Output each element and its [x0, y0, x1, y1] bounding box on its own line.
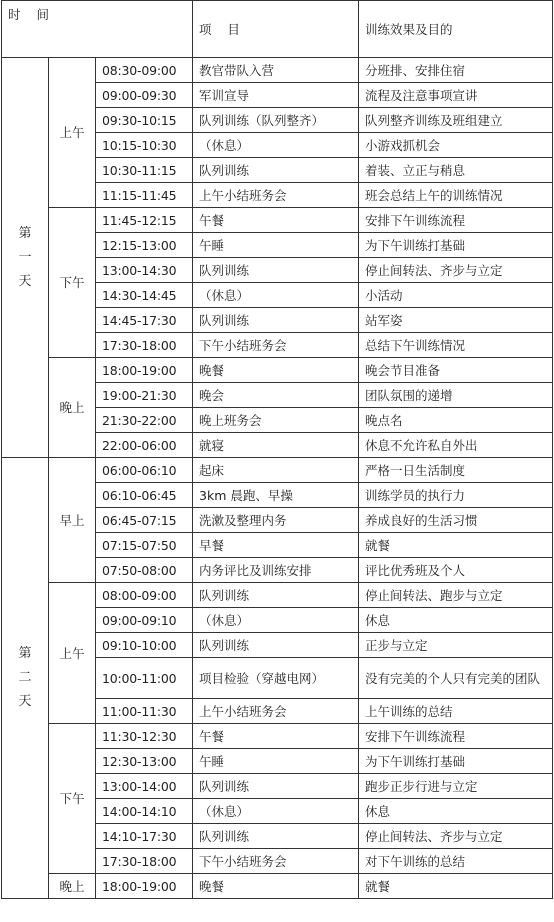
item-cell: 起床 — [193, 458, 359, 483]
item-cell: （休息） — [193, 133, 359, 158]
time-cell: 11:15-11:45 — [96, 183, 193, 208]
time-cell: 12:30-13:00 — [96, 749, 193, 774]
time-cell: 13:00-14:00 — [96, 774, 193, 799]
item-cell: 队列训练（队列整齐） — [193, 108, 359, 133]
effect-cell: 就餐 — [359, 533, 553, 558]
item-cell: 午餐 — [193, 724, 359, 749]
time-cell: 14:00-14:10 — [96, 799, 193, 824]
item-cell: 下午小结班务会 — [193, 333, 359, 358]
table-row — [2, 724, 553, 749]
day-label-char: 第 — [18, 225, 32, 241]
table-row — [2, 58, 553, 83]
item-cell: 就寝 — [193, 433, 359, 458]
header-time-label: 时 间 — [8, 7, 55, 22]
day-label-char: 一 — [18, 249, 32, 265]
item-cell: 午睡 — [193, 749, 359, 774]
time-cell: 10:30-11:15 — [96, 158, 193, 183]
header-time — [2, 1, 193, 58]
effect-cell: 休息 — [359, 608, 553, 633]
schedule-body — [2, 58, 553, 899]
time-cell: 09:00-09:10 — [96, 608, 193, 633]
time-cell: 17:30-18:00 — [96, 333, 193, 358]
item-cell: 早餐 — [193, 533, 359, 558]
effect-cell: 停止间转法、齐步与立定 — [359, 258, 553, 283]
time-cell: 19:00-21:30 — [96, 383, 193, 408]
day-label-char: 天 — [18, 273, 32, 289]
effect-cell: 训练学员的执行力 — [359, 483, 553, 508]
effect-cell: 总结下午训练情况 — [359, 333, 553, 358]
effect-cell: 上午训练的总结 — [359, 699, 553, 724]
header-item-label: 项 目 — [199, 21, 240, 37]
period-label: 晚上 — [49, 358, 96, 458]
item-cell: 午睡 — [193, 233, 359, 258]
effect-cell: 休息不允许私自外出 — [359, 433, 553, 458]
item-cell: 队列训练 — [193, 824, 359, 849]
item-cell: 午餐 — [193, 208, 359, 233]
effect-cell: 班会总结上午的训练情况 — [359, 183, 553, 208]
day-label-char: 第 — [18, 646, 32, 661]
time-cell: 17:30-18:00 — [96, 849, 193, 874]
time-cell: 18:00-19:00 — [96, 874, 193, 899]
table-row — [2, 358, 553, 383]
effect-cell: 休息 — [359, 799, 553, 824]
effect-cell: 评比优秀班及个人 — [359, 558, 553, 583]
item-cell: 晚餐 — [193, 874, 359, 899]
effect-cell: 严格一日生活制度 — [359, 458, 553, 483]
time-cell: 21:30-22:00 — [96, 408, 193, 433]
day-label-char: 二 — [18, 670, 32, 685]
time-cell: 12:15-13:00 — [96, 233, 193, 258]
effect-cell: 为下午训练打基础 — [359, 233, 553, 258]
period-label: 上午 — [49, 583, 96, 724]
time-cell: 08:30-09:00 — [96, 58, 193, 83]
table-row — [2, 874, 553, 899]
time-cell: 10:00-11:00 — [96, 658, 193, 699]
item-cell: 队列训练 — [193, 633, 359, 658]
effect-cell: 分班排、安排住宿 — [359, 58, 553, 83]
period-label: 上午 — [49, 58, 96, 208]
period-label: 下午 — [49, 208, 96, 358]
item-cell: 下午小结班务会 — [193, 849, 359, 874]
item-cell: （休息） — [193, 799, 359, 824]
effect-cell: 跑步正步行进与立定 — [359, 774, 553, 799]
time-cell: 11:30-12:30 — [96, 724, 193, 749]
table-row — [2, 458, 553, 483]
effect-cell: 小游戏抓机会 — [359, 133, 553, 158]
time-cell: 14:10-17:30 — [96, 824, 193, 849]
time-cell: 09:00-09:30 — [96, 83, 193, 108]
time-cell: 18:00-19:00 — [96, 358, 193, 383]
day-label-char: 天 — [18, 694, 32, 709]
time-cell: 07:50-08:00 — [96, 558, 193, 583]
period-label: 下午 — [49, 724, 96, 874]
time-cell: 06:00-06:10 — [96, 458, 193, 483]
item-cell: 3km 晨跑、早操 — [193, 483, 359, 508]
item-cell: 上午小结班务会 — [193, 699, 359, 724]
item-cell: 军训宣导 — [193, 83, 359, 108]
item-cell: 教官带队入营 — [193, 58, 359, 83]
time-cell: 06:45-07:15 — [96, 508, 193, 533]
item-cell: 队列训练 — [193, 258, 359, 283]
day-label — [2, 458, 49, 899]
day-label — [2, 58, 49, 458]
time-cell: 13:00-14:30 — [96, 258, 193, 283]
period-label: 晚上 — [49, 874, 96, 899]
training-schedule-table — [1, 0, 553, 899]
effect-cell: 队列整齐训练及班组建立 — [359, 108, 553, 133]
effect-cell: 停止间转法、跑步与立定 — [359, 583, 553, 608]
effect-cell: 着装、立正与稍息 — [359, 158, 553, 183]
time-cell: 11:45-12:15 — [96, 208, 193, 233]
table-row — [2, 208, 553, 233]
header-row — [2, 1, 553, 58]
item-cell: 晚会 — [193, 383, 359, 408]
item-cell: 晚上班务会 — [193, 408, 359, 433]
item-cell: （休息） — [193, 283, 359, 308]
effect-cell: 养成良好的生活习惯 — [359, 508, 553, 533]
effect-cell: 安排下午训练流程 — [359, 208, 553, 233]
item-cell: 队列训练 — [193, 774, 359, 799]
item-cell: 项目检验（穿越电网） — [193, 658, 359, 699]
effect-cell: 晚会节目准备 — [359, 358, 553, 383]
time-cell: 10:15-10:30 — [96, 133, 193, 158]
item-cell: 队列训练 — [193, 583, 359, 608]
item-cell: 队列训练 — [193, 158, 359, 183]
period-label: 早上 — [49, 458, 96, 583]
time-cell: 22:00-06:00 — [96, 433, 193, 458]
effect-cell: 流程及注意事项宣讲 — [359, 83, 553, 108]
time-cell: 07:15-07:50 — [96, 533, 193, 558]
item-cell: （休息） — [193, 608, 359, 633]
effect-cell: 就餐 — [359, 874, 553, 899]
time-cell: 09:30-10:15 — [96, 108, 193, 133]
time-cell: 14:45-17:30 — [96, 308, 193, 333]
item-cell: 内务评比及训练安排 — [193, 558, 359, 583]
time-cell: 08:00-09:00 — [96, 583, 193, 608]
effect-cell: 对下午训练的总结 — [359, 849, 553, 874]
item-cell: 队列训练 — [193, 308, 359, 333]
table-row — [2, 583, 553, 608]
effect-cell: 小活动 — [359, 283, 553, 308]
time-cell: 14:30-14:45 — [96, 283, 193, 308]
effect-cell: 安排下午训练流程 — [359, 724, 553, 749]
effect-cell: 晚点名 — [359, 408, 553, 433]
header-effect: 训练效果及目的 — [359, 1, 553, 58]
time-cell: 09:10-10:00 — [96, 633, 193, 658]
item-cell: 洗漱及整理内务 — [193, 508, 359, 533]
effect-cell: 正步与立定 — [359, 633, 553, 658]
item-cell: 晚餐 — [193, 358, 359, 383]
effect-cell: 没有完美的个人只有完美的团队 — [359, 658, 553, 699]
item-cell: 上午小结班务会 — [193, 183, 359, 208]
effect-cell: 为下午训练打基础 — [359, 749, 553, 774]
effect-cell: 停止间转法、齐步与立定 — [359, 824, 553, 849]
effect-cell: 团队氛围的递增 — [359, 383, 553, 408]
time-cell: 06:10-06:45 — [96, 483, 193, 508]
effect-cell: 站军姿 — [359, 308, 553, 333]
time-cell: 11:00-11:30 — [96, 699, 193, 724]
header-item — [193, 1, 359, 58]
